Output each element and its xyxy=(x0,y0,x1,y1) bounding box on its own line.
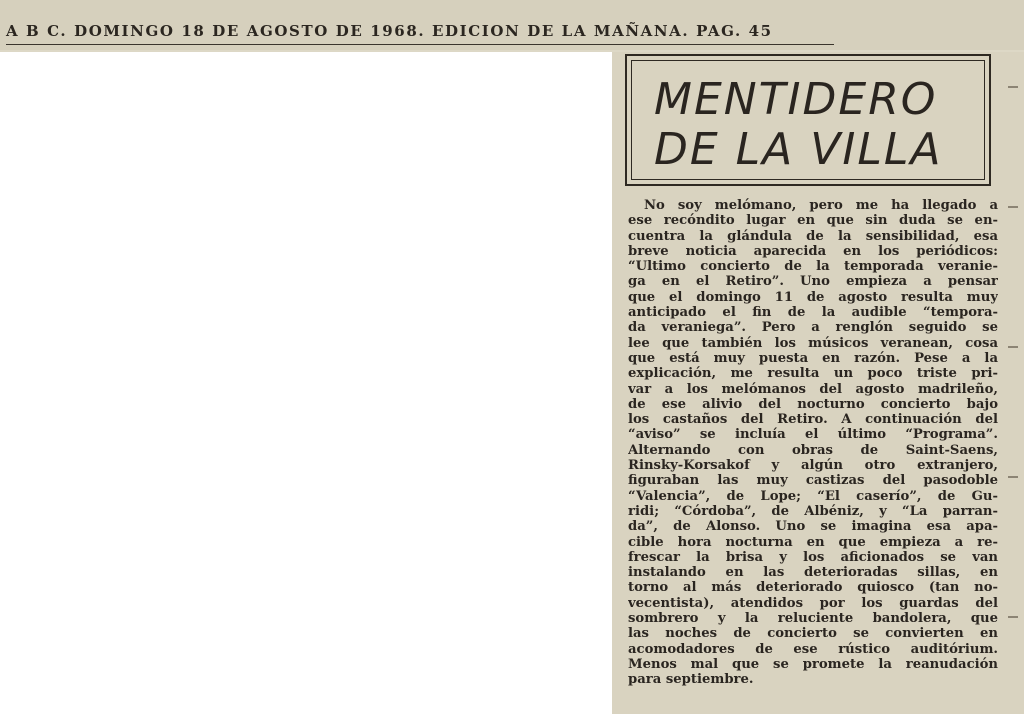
article-line: que el domingo 11 de agosto resulta muy xyxy=(628,289,998,305)
article-line: “Ultimo concierto de la temporada veranie- xyxy=(628,259,998,275)
article-line: anticipado el fin de la audible “tempora- xyxy=(628,305,998,321)
edge-mark xyxy=(1008,86,1018,88)
article-line: cuentra la glándula de la sensibilidad, esa xyxy=(628,228,998,244)
article-line: explicación, me resulta un poco triste pri- xyxy=(628,366,998,382)
article-line: da veraniega”. Pero a renglón seguido se xyxy=(628,320,998,336)
article-line: figuraban las muy castizas del pasodoble xyxy=(628,473,998,489)
page-edge xyxy=(1000,56,1024,714)
article-line: acomodadores de ese rústico auditórium. xyxy=(628,641,998,657)
article-line: lee que también los músicos veranean, cosa xyxy=(628,335,998,351)
article-line: Menos mal que se promete la reanudación xyxy=(628,656,998,672)
article-line: de ese alivio del nocturno concierto bajo xyxy=(628,396,998,412)
article-line: No soy melómano, pero me ha llegado a xyxy=(644,198,998,213)
edge-mark xyxy=(1008,346,1018,348)
blank-area xyxy=(0,52,612,714)
page-header: A B C. DOMINGO 18 DE AGOSTO DE 1968. EDICION DE LA MAÑANA. PAG. 45 xyxy=(6,22,834,45)
title-inner-frame xyxy=(631,60,985,180)
article-line: ridi; “Córdoba”, de Albéniz, y “La parran- xyxy=(628,503,998,519)
article-line: “aviso” se incluía el último “Programa”. xyxy=(628,427,998,443)
title-line-1: MENTIDERO xyxy=(654,74,938,125)
article-line: breve noticia aparecida en los periódicos: xyxy=(628,243,998,259)
article-line: torno al más deteriorado quiosco (tan no- xyxy=(628,580,998,596)
edge-mark xyxy=(1008,476,1018,478)
edge-mark xyxy=(1008,616,1018,618)
article-line: Alternando con obras de Saint-Saens, xyxy=(628,442,998,458)
article-line: para septiembre. xyxy=(628,672,754,688)
edge-mark xyxy=(1008,206,1018,208)
article-line: sombrero y la reluciente bandolera, que xyxy=(628,611,998,627)
article-line: los castaños del Retiro. A continuación del xyxy=(628,412,998,428)
title-line-2: DE LA VILLA xyxy=(654,124,943,175)
article-line: “Valencia”, de Lope; “El caserío”, de Gu- xyxy=(628,488,998,504)
article-line: Rinsky-Korsakof y algún otro extranjero, xyxy=(628,458,998,474)
article-body xyxy=(628,198,998,688)
article-line: instalando en las deterioradas sillas, en xyxy=(628,565,998,581)
article-line: var a los melómanos del agosto madrileño, xyxy=(628,381,998,397)
article-line: frescar la brisa y los aficionados se van xyxy=(628,549,998,565)
article-line: que está muy puesta en razón. Pese a la xyxy=(628,350,998,366)
title-box xyxy=(625,54,991,186)
article-line: da”, de Alonso. Uno se imagina esa apa- xyxy=(628,519,998,535)
article-line: ese recóndito lugar en que sin duda se en- xyxy=(628,213,998,229)
article-line: vecentista), atendidos por los guardas del xyxy=(628,595,998,611)
article-line: las noches de concierto se convierten en xyxy=(628,626,998,642)
article-line: cible hora nocturna en que empieza a re- xyxy=(628,534,998,550)
article-line: ga en el Retiro”. Uno empieza a pensar xyxy=(628,274,998,290)
